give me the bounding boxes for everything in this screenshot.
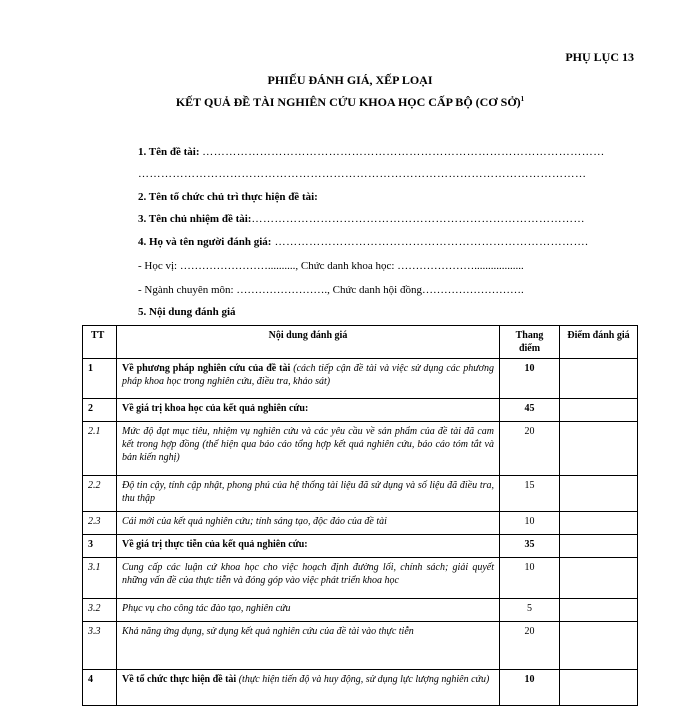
row-score-input[interactable] bbox=[560, 422, 638, 476]
field-topic-line2 bbox=[138, 168, 587, 180]
field-degree: - Học vị: …………………….........., Chức danh khoa học: ………………….................. bbox=[138, 260, 524, 272]
row-number: 4 bbox=[83, 670, 117, 706]
row-description: Cung cấp các luận cứ khoa học cho việc hoạch định đường lối, chính sách; giải quyết những vấn đề của thực tiễn và đóng góp vào việc phát triển khoa học bbox=[122, 562, 494, 586]
row-description: Phục vụ cho công tác đào tạo, nghiên cứu bbox=[122, 603, 291, 614]
row-content bbox=[117, 359, 500, 399]
row-max-score: 5 bbox=[500, 599, 560, 622]
row-max-score: 10 bbox=[500, 670, 560, 706]
row-number: 3.1 bbox=[83, 558, 117, 599]
row-max-score: 10 bbox=[500, 512, 560, 535]
table-row bbox=[83, 558, 638, 599]
table-row bbox=[83, 476, 638, 512]
table-row bbox=[83, 359, 638, 399]
field-pi-dots: …………………………………………………………………………… bbox=[251, 213, 585, 225]
row-score-input[interactable] bbox=[560, 535, 638, 558]
row-score-input[interactable] bbox=[560, 670, 638, 706]
row-number: 3 bbox=[83, 535, 117, 558]
row-content bbox=[117, 599, 500, 622]
field-topic-dots-2: ……………………………………………………………………………………………………… bbox=[138, 168, 587, 180]
row-score-input[interactable] bbox=[560, 599, 638, 622]
field-topic-dots: …………………………………………………………………………………………… bbox=[202, 146, 605, 158]
row-number: 3.2 bbox=[83, 599, 117, 622]
row-max-score: 45 bbox=[500, 399, 560, 422]
row-content bbox=[117, 622, 500, 670]
row-number: 2 bbox=[83, 399, 117, 422]
row-score-input[interactable] bbox=[560, 622, 638, 670]
form-subtitle-text: KẾT QUẢ ĐỀ TÀI NGHIÊN CỨU KHOA HỌC CẤP BỘ (CƠ SỞ) bbox=[175, 95, 521, 109]
field-topic-label: 1. Tên đề tài: bbox=[138, 146, 200, 158]
row-content bbox=[117, 476, 500, 512]
table-row bbox=[83, 399, 638, 422]
header-tt: TT bbox=[83, 326, 117, 359]
row-description: Khả năng ứng dụng, sử dụng kết quả nghiên cứu của đề tài vào thực tiễn bbox=[122, 626, 414, 637]
row-max-score: 20 bbox=[500, 422, 560, 476]
field-evaluator-label: 4. Họ và tên người đánh giá: bbox=[138, 236, 272, 248]
table-row bbox=[83, 512, 638, 535]
field-evaluation-content bbox=[138, 306, 236, 318]
row-score-input[interactable] bbox=[560, 476, 638, 512]
table-row bbox=[83, 670, 638, 706]
field-major: - Ngành chuyên môn: ……………………., Chức danh hội đồng………………………. bbox=[138, 284, 524, 296]
row-max-score: 35 bbox=[500, 535, 560, 558]
field-host-org bbox=[138, 191, 318, 203]
row-content bbox=[117, 670, 500, 706]
form-subtitle bbox=[0, 95, 700, 110]
row-score-input[interactable] bbox=[560, 359, 638, 399]
field-evaluator-dots: ………………………………………………………………………. bbox=[271, 236, 589, 248]
row-number: 2.1 bbox=[83, 422, 117, 476]
field-topic-name bbox=[138, 146, 605, 158]
footnote-marker: 1 bbox=[520, 95, 525, 103]
field-evaluator-name bbox=[138, 236, 588, 248]
row-heading: Về phương pháp nghiên cứu của đề tài bbox=[122, 363, 291, 374]
row-heading: Về giá trị khoa học của kết quả nghiên cứu: bbox=[122, 403, 309, 414]
row-description: (thực hiện tiến độ và huy động, sử dụng lực lượng nghiên cứu) bbox=[236, 674, 490, 685]
row-content bbox=[117, 399, 500, 422]
field-principal-investigator bbox=[138, 213, 585, 225]
header-content: Nội dung đánh giá bbox=[117, 326, 500, 359]
row-number: 2.2 bbox=[83, 476, 117, 512]
appendix-label: PHỤ LỤC 13 bbox=[565, 50, 634, 64]
table-row bbox=[83, 622, 638, 670]
row-heading: Về tổ chức thực hiện đề tài bbox=[122, 674, 237, 685]
row-max-score: 15 bbox=[500, 476, 560, 512]
field-pi-label: 3. Tên chủ nhiệm đề tài: bbox=[138, 213, 252, 225]
row-description: Độ tin cậy, tính cập nhật, phong phú của hệ thống tài liệu đã sử dụng và số liệu đã điều tra, thu thập bbox=[122, 480, 494, 504]
row-max-score: 10 bbox=[500, 359, 560, 399]
table-header-row bbox=[83, 326, 638, 359]
row-description: (cách tiếp cận đề tài và việc sử dụng các phương pháp khoa học trong nghiên cứu, điều tra, khảo sát) bbox=[122, 363, 494, 387]
header-max-score: Thang điểm bbox=[500, 326, 560, 359]
field-evaluation-content-label: 5. Nội dung đánh giá bbox=[138, 306, 236, 318]
table-row bbox=[83, 599, 638, 622]
row-number: 3.3 bbox=[83, 622, 117, 670]
row-score-input[interactable] bbox=[560, 512, 638, 535]
header-score: Điểm đánh giá bbox=[560, 326, 638, 359]
row-content bbox=[117, 512, 500, 535]
row-content bbox=[117, 422, 500, 476]
form-title: PHIẾU ĐÁNH GIÁ, XẾP LOẠI bbox=[267, 73, 433, 87]
table-row bbox=[83, 422, 638, 476]
evaluation-table bbox=[82, 325, 638, 706]
row-heading: Về giá trị thực tiễn của kết quả nghiên cứu: bbox=[122, 539, 308, 550]
row-number: 1 bbox=[83, 359, 117, 399]
row-max-score: 20 bbox=[500, 622, 560, 670]
row-description: Cái mới của kết quả nghiên cứu; tính sáng tạo, độc đáo của đề tài bbox=[122, 516, 387, 527]
field-host-org-label: 2. Tên tổ chức chủ trì thực hiện đề tài: bbox=[138, 191, 318, 203]
row-description: Mức độ đạt mục tiêu, nhiệm vụ nghiên cứu và các yêu cầu về sản phẩm của đề tài đã cam kết trong hợp đồng (thể hiện qua báo cáo tổng hợp kết quả nghiên cứu, báo cáo tóm tắt và bản kiến nghị) bbox=[122, 426, 494, 463]
row-number: 2.3 bbox=[83, 512, 117, 535]
table-row bbox=[83, 535, 638, 558]
row-content bbox=[117, 535, 500, 558]
row-max-score: 10 bbox=[500, 558, 560, 599]
row-score-input[interactable] bbox=[560, 399, 638, 422]
row-content bbox=[117, 558, 500, 599]
row-score-input[interactable] bbox=[560, 558, 638, 599]
